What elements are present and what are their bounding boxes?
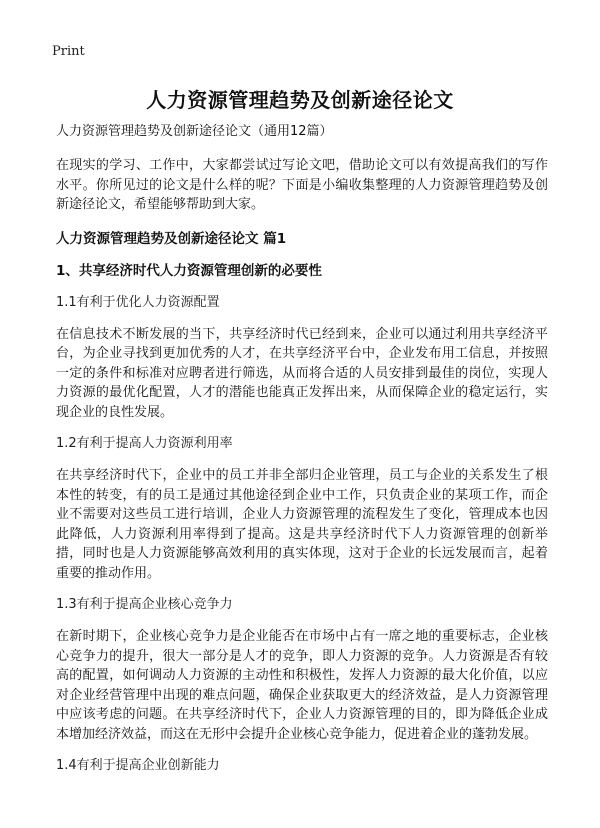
subsection-title-1-1: 1.1有利于优化人力资源配置 [56,294,220,310]
subsection-text-1-2: 在共享经济时代下，企业中的员工并非全部归企业管理，员工与企业的关系发生了根本性的转变，有的员工是通过其他途径到企业中工作，只负责企业的某项工作，而企业不需要对这些员工进行培训，企业人力资源管理的流程发生了变化，管理成本也因此降低，人力资源利用率得到了提高。这是共享经济时代下人力资源管理的创新举措，同时也是人力资源能够高效利用的真实体现，这对于企业的长远发展而言，起着重要的推动作用。 [56,468,548,581]
section-heading: 1、共享经济时代人力资源管理创新的必要性 [56,262,322,279]
document-body [56,122,548,788]
subsection-text-1-1: 在信息技术不断发展的当下，共享经济时代已经到来，企业可以通过利用共享经济平台，为企业寻找到更加优秀的人才，在共享经济平台中，企业发布用工信息，并按照一定的条件和标准对应聘者进行筛选，从而将合适的人员安排到最佳的岗位，实现人力资源的最优化配置，人才的潜能也能真正发挥出来，从而保障企业的稳定运行，实现企业的良性发展。 [56,326,548,420]
document-title: 人力资源管理趋势及创新途径论文 [146,88,454,112]
subsection-title-1-3: 1.3有利于提高企业核心竞争力 [56,597,233,612]
document-subtitle: 人力资源管理趋势及创新途径论文（通用12篇） [56,124,333,139]
subsection-text-1-3: 在新时期下，企业核心竞争力是企业能否在市场中占有一席之地的重要标志，企业核心竞争力的提升，很大一部分是人才的竞争，即人力资源的竞争。人力资源是否有较高的配置，如何调动人力资源的主动性和积极性，发挥人力资源的最大化价值，以应对企业经营管理中出现的难点问题，确保企业获取更大的经济效益，是人力资源管理中应该考虑的问题。在共享经济时代下，企业人力资源管理的目的，即为降低企业成本增加经济效益，而这在无形中会提升企业核心竞争能力，促进着企业的蓬勃发展。 [56,629,548,742]
subsection-title-1-4: 1.4有利于提高企业创新能力 [56,758,220,773]
subsection-title-1-2: 1.2有利于提高人力资源利用率 [56,436,233,451]
intro-paragraph: 在现实的学习、工作中，大家都尝试过写论文吧，借助论文可以有效提高我们的写作水平。你所见过的论文是什么样的呢？下面是小编收集整理的人力资源管理趋势及创新途径论文，希望能够帮助到大家。 [56,158,548,212]
article-heading: 人力资源管理趋势及创新途径论文 篇1 [56,230,287,247]
print-link[interactable]: Print [52,44,85,59]
